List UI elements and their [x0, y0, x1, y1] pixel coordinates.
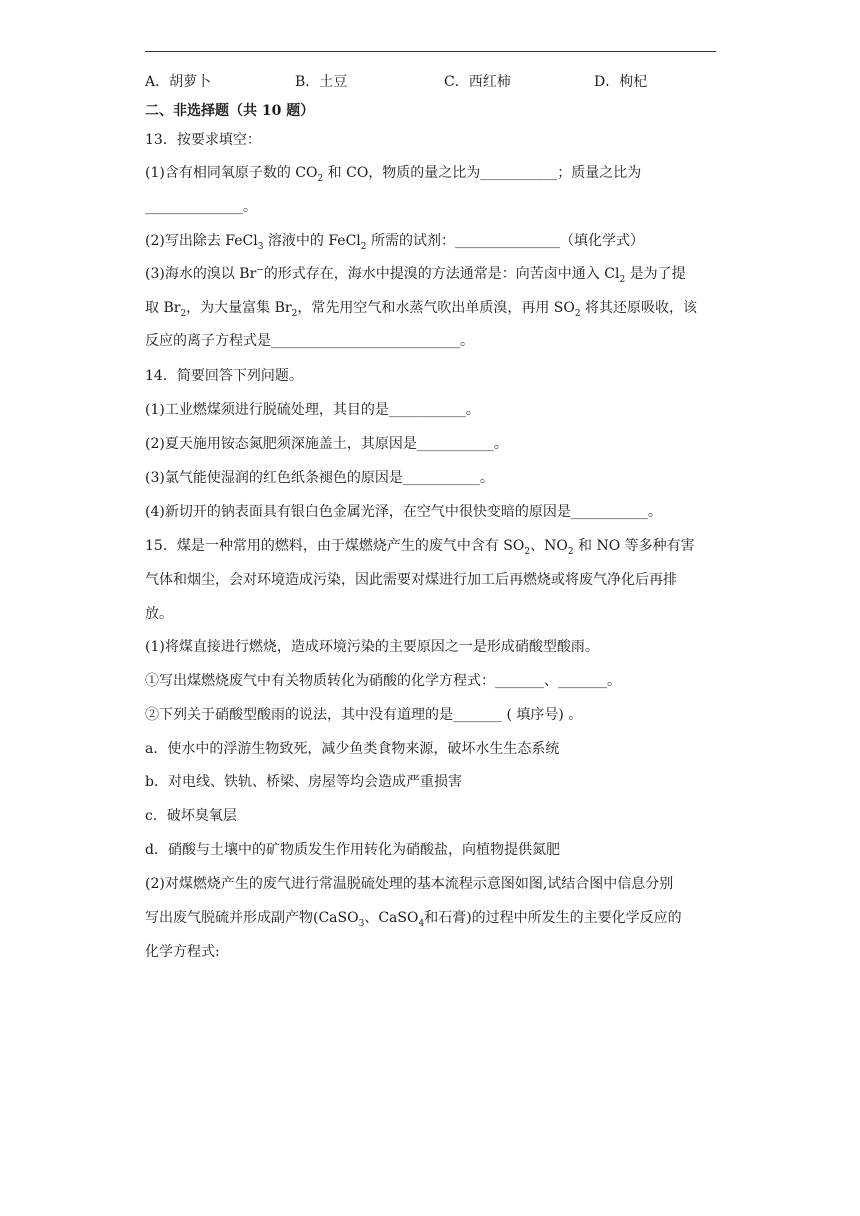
q15-stem-line2: 气体和烟尘，会对环境造成污染，因此需要对煤进行加工后再燃烧或将废气净化后再排 — [145, 572, 677, 588]
option-a: A．胡萝卜 — [145, 74, 212, 90]
option-c: C．西红柿 — [444, 74, 511, 90]
q13-part3-line2: 取 $Br_2$，为大量富集 $Br_2$，常先用空气和水蒸气吹出单质溴，再用 $SO_2$ 将其还原吸收，该 — [145, 300, 698, 319]
option-d: D．枸杞 — [594, 74, 648, 90]
q14-item-4: (4)新切开的钠表面具有银白色金属光泽，在空气中很快变暗的原因是___________。 — [145, 504, 662, 520]
q13-part1: (1)含有相同氧原子数的 $CO_2$ 和 CO，物质的量之比为___________；质量之比为 — [145, 165, 642, 184]
option-b: B．土豆 — [295, 74, 348, 90]
q15-sub1: ①写出煤燃烧废气中有关物质转化为硝酸的化学方程式：_______、_______。 — [145, 673, 621, 689]
q15-sub2: ②下列关于硝酸型酸雨的说法，其中没有道理的是_______ ( 填序号) 。 — [145, 707, 583, 723]
q14-stem: 14．简要回答下列问题。 — [145, 368, 303, 384]
q15-stem-line1: 15．煤是一种常用的燃料，由于煤燃烧产生的废气中含有 $SO_2$、$NO_2$ 和 NO 等多种有害 — [145, 538, 695, 557]
q15-stem-line3: 放。 — [145, 606, 173, 622]
section-title: 二、非选择题（共 10 题） — [145, 103, 315, 119]
q13-part3-line1: (3)海水的溴以 Br−的形式存在，海水中提溴的方法通常是：向苦卤中通入 $Cl_2$ 是为了提 — [145, 265, 686, 285]
q13-part3-line3: 反应的离子方程式是___________________________。 — [145, 333, 474, 349]
header-rule — [145, 51, 716, 52]
q15-choice-d: d．硝酸与土壤中的矿物质发生作用转化为硝酸盐，向植物提供氮肥 — [145, 842, 560, 858]
q15-choice-c: c．破坏臭氧层 — [145, 808, 237, 824]
q15-part2-line3: 化学方程式: — [145, 944, 220, 960]
q15-part1: (1)将煤直接进行燃烧，造成环境污染的主要原因之一是形成硝酸型酸雨。 — [145, 639, 599, 655]
q13-part2: (2)写出除去 FeCl$_3$ 溶液中的 FeCl$_2$ 所需的试剂：_______________（填化学式） — [145, 233, 644, 252]
q15-choice-a: a．使水中的浮游生物致死，减少鱼类食物来源，破坏水生生态系统 — [145, 741, 560, 757]
q13-part1-cont: ______________。 — [145, 199, 257, 215]
q14-item-2: (2)夏天施用铵态氮肥须深施盖土，其原因是___________。 — [145, 436, 508, 452]
q13-stem: 13．按要求填空： — [145, 132, 261, 148]
q14-item-3: (3)氯气能使湿润的红色纸条褪色的原因是___________。 — [145, 470, 494, 486]
q14-item-1: (1)工业燃煤须进行脱硫处理，其目的是___________。 — [145, 402, 480, 418]
q15-part2-line1: (2)对煤燃烧产生的废气进行常温脱硫处理的基本流程示意图如图,试结合图中信息分别 — [145, 876, 674, 892]
q15-choice-b: b．对电线、铁轨、桥梁、房屋等均会造成严重损害 — [145, 774, 462, 790]
q15-part2-line2: 写出废气脱硫并形成副产物(CaSO$_3$、CaSO$_4$和石膏)的过程中所发生的主要化学反应的 — [145, 910, 682, 929]
